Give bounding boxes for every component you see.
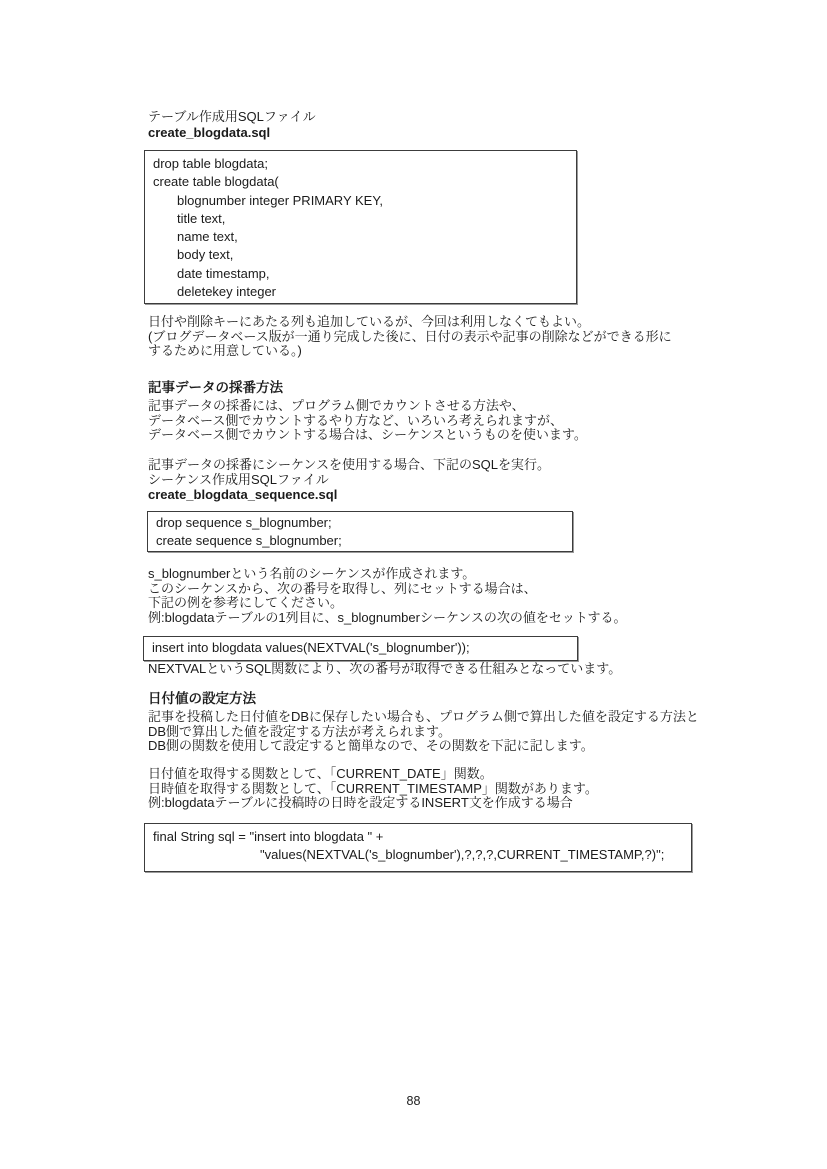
body-line: NEXTVALというSQL関数により、次の番号が取得できる仕組みとなっています。: [148, 661, 622, 676]
body-line: シーケンス作成用SQLファイル: [148, 471, 329, 487]
body-line: テーブル作成用SQLファイル: [148, 109, 316, 124]
body-line: 日時値を取得する関数として、「CURRENT_TIMESTAMP」関数があります。: [148, 780, 598, 796]
body-line: するために用意している。): [148, 343, 302, 359]
filename-label: create_blogdata.sql: [148, 125, 271, 140]
section-heading-numbering: 記事データの採番方法: [148, 380, 283, 395]
numbering-paragraph-4: [148, 662, 621, 677]
code-line: body text,: [177, 247, 234, 263]
body-line: DB側で算出した値を設定する方法が考えられます。: [148, 723, 452, 739]
body-line: 例:blogdataテーブルに投稿時の日時を設定するINSERT文を作成する場合: [148, 795, 573, 811]
code-box-create-sequence-sql: [147, 511, 573, 552]
body-line: 例:blogdataテーブルの1列目に、s_blognumberシーケンスの次の値をセットする。: [148, 609, 627, 625]
body-line: DB側の関数を使用して設定すると簡単なので、その関数を下記に記します。: [148, 738, 594, 754]
body-line: データベース側でカウントするやり方など、いろいろ考えられますが、: [148, 412, 563, 428]
code-line: insert into blogdata values(NEXTVAL('s_blognumber'));: [152, 640, 470, 655]
note-after-table: [148, 315, 672, 359]
page-number: 88: [406, 1094, 421, 1108]
body-line: このシーケンスから、次の番号を取得し、列にセットする場合は、: [148, 580, 537, 596]
code-line: create table blogdata(: [153, 174, 279, 190]
code-line: drop sequence s_blognumber;: [156, 515, 332, 530]
code-box-create-blogdata-sql: [144, 150, 577, 304]
code-line: date timestamp,: [177, 265, 270, 281]
date-paragraph-1: [148, 710, 699, 754]
code-line: deletekey integer: [177, 284, 277, 300]
body-line: (ブログデータベース版が一通り完成した後に、日付の表示や記事の削除などができる形に: [148, 328, 672, 344]
code-line: title text,: [177, 210, 226, 226]
body-line: 下記の例を参考にしてください。: [148, 595, 344, 611]
code-line: blognumber integer PRIMARY KEY,: [177, 192, 383, 208]
filename-label: create_blogdata_sequence.sql: [148, 487, 338, 502]
date-paragraph-2: [148, 767, 598, 811]
numbering-paragraph-3: [148, 567, 627, 625]
body-line: 日付や削除キーにあたる列も追加しているが、今回は利用しなくてもよい。: [148, 314, 591, 329]
sql-filename-create-blogdata: [148, 126, 270, 141]
sql-filename-create-blogdata-sequence: [148, 488, 337, 503]
body-line: 記事データの採番には、プログラム側でカウントさせる方法や、: [148, 398, 525, 413]
code-line: final String sql = "insert into blogdata " +: [153, 829, 384, 844]
code-line: name text,: [177, 229, 238, 245]
code-line: drop table blogdata;: [153, 156, 268, 171]
body-line: 記事データの採番にシーケンスを使用する場合、下記のSQLを実行。: [148, 457, 550, 472]
intro-label: [148, 110, 316, 125]
body-line: s_blognumberという名前のシーケンスが作成されます。: [148, 566, 476, 581]
numbering-paragraph-2: [148, 458, 550, 487]
code-line: "values(NEXTVAL('s_blognumber'),?,?,?,CURRENT_TIMESTAMP,?)";: [260, 847, 665, 863]
code-box-java-insert-string: [144, 823, 692, 872]
numbering-paragraph-1: [148, 399, 587, 443]
body-line: 日付値を取得する関数として、「CURRENT_DATE」関数。: [148, 766, 493, 781]
code-box-insert-nextval: [143, 636, 578, 661]
body-line: データベース側でカウントする場合は、シーケンスというものを使います。: [148, 427, 587, 443]
section-heading-date-value: 日付値の設定方法: [148, 691, 256, 706]
code-line: create sequence s_blognumber;: [156, 533, 342, 549]
body-line: 記事を投稿した日付値をDBに保存したい場合も、プログラム側で算出した値を設定する方法と: [148, 709, 699, 724]
